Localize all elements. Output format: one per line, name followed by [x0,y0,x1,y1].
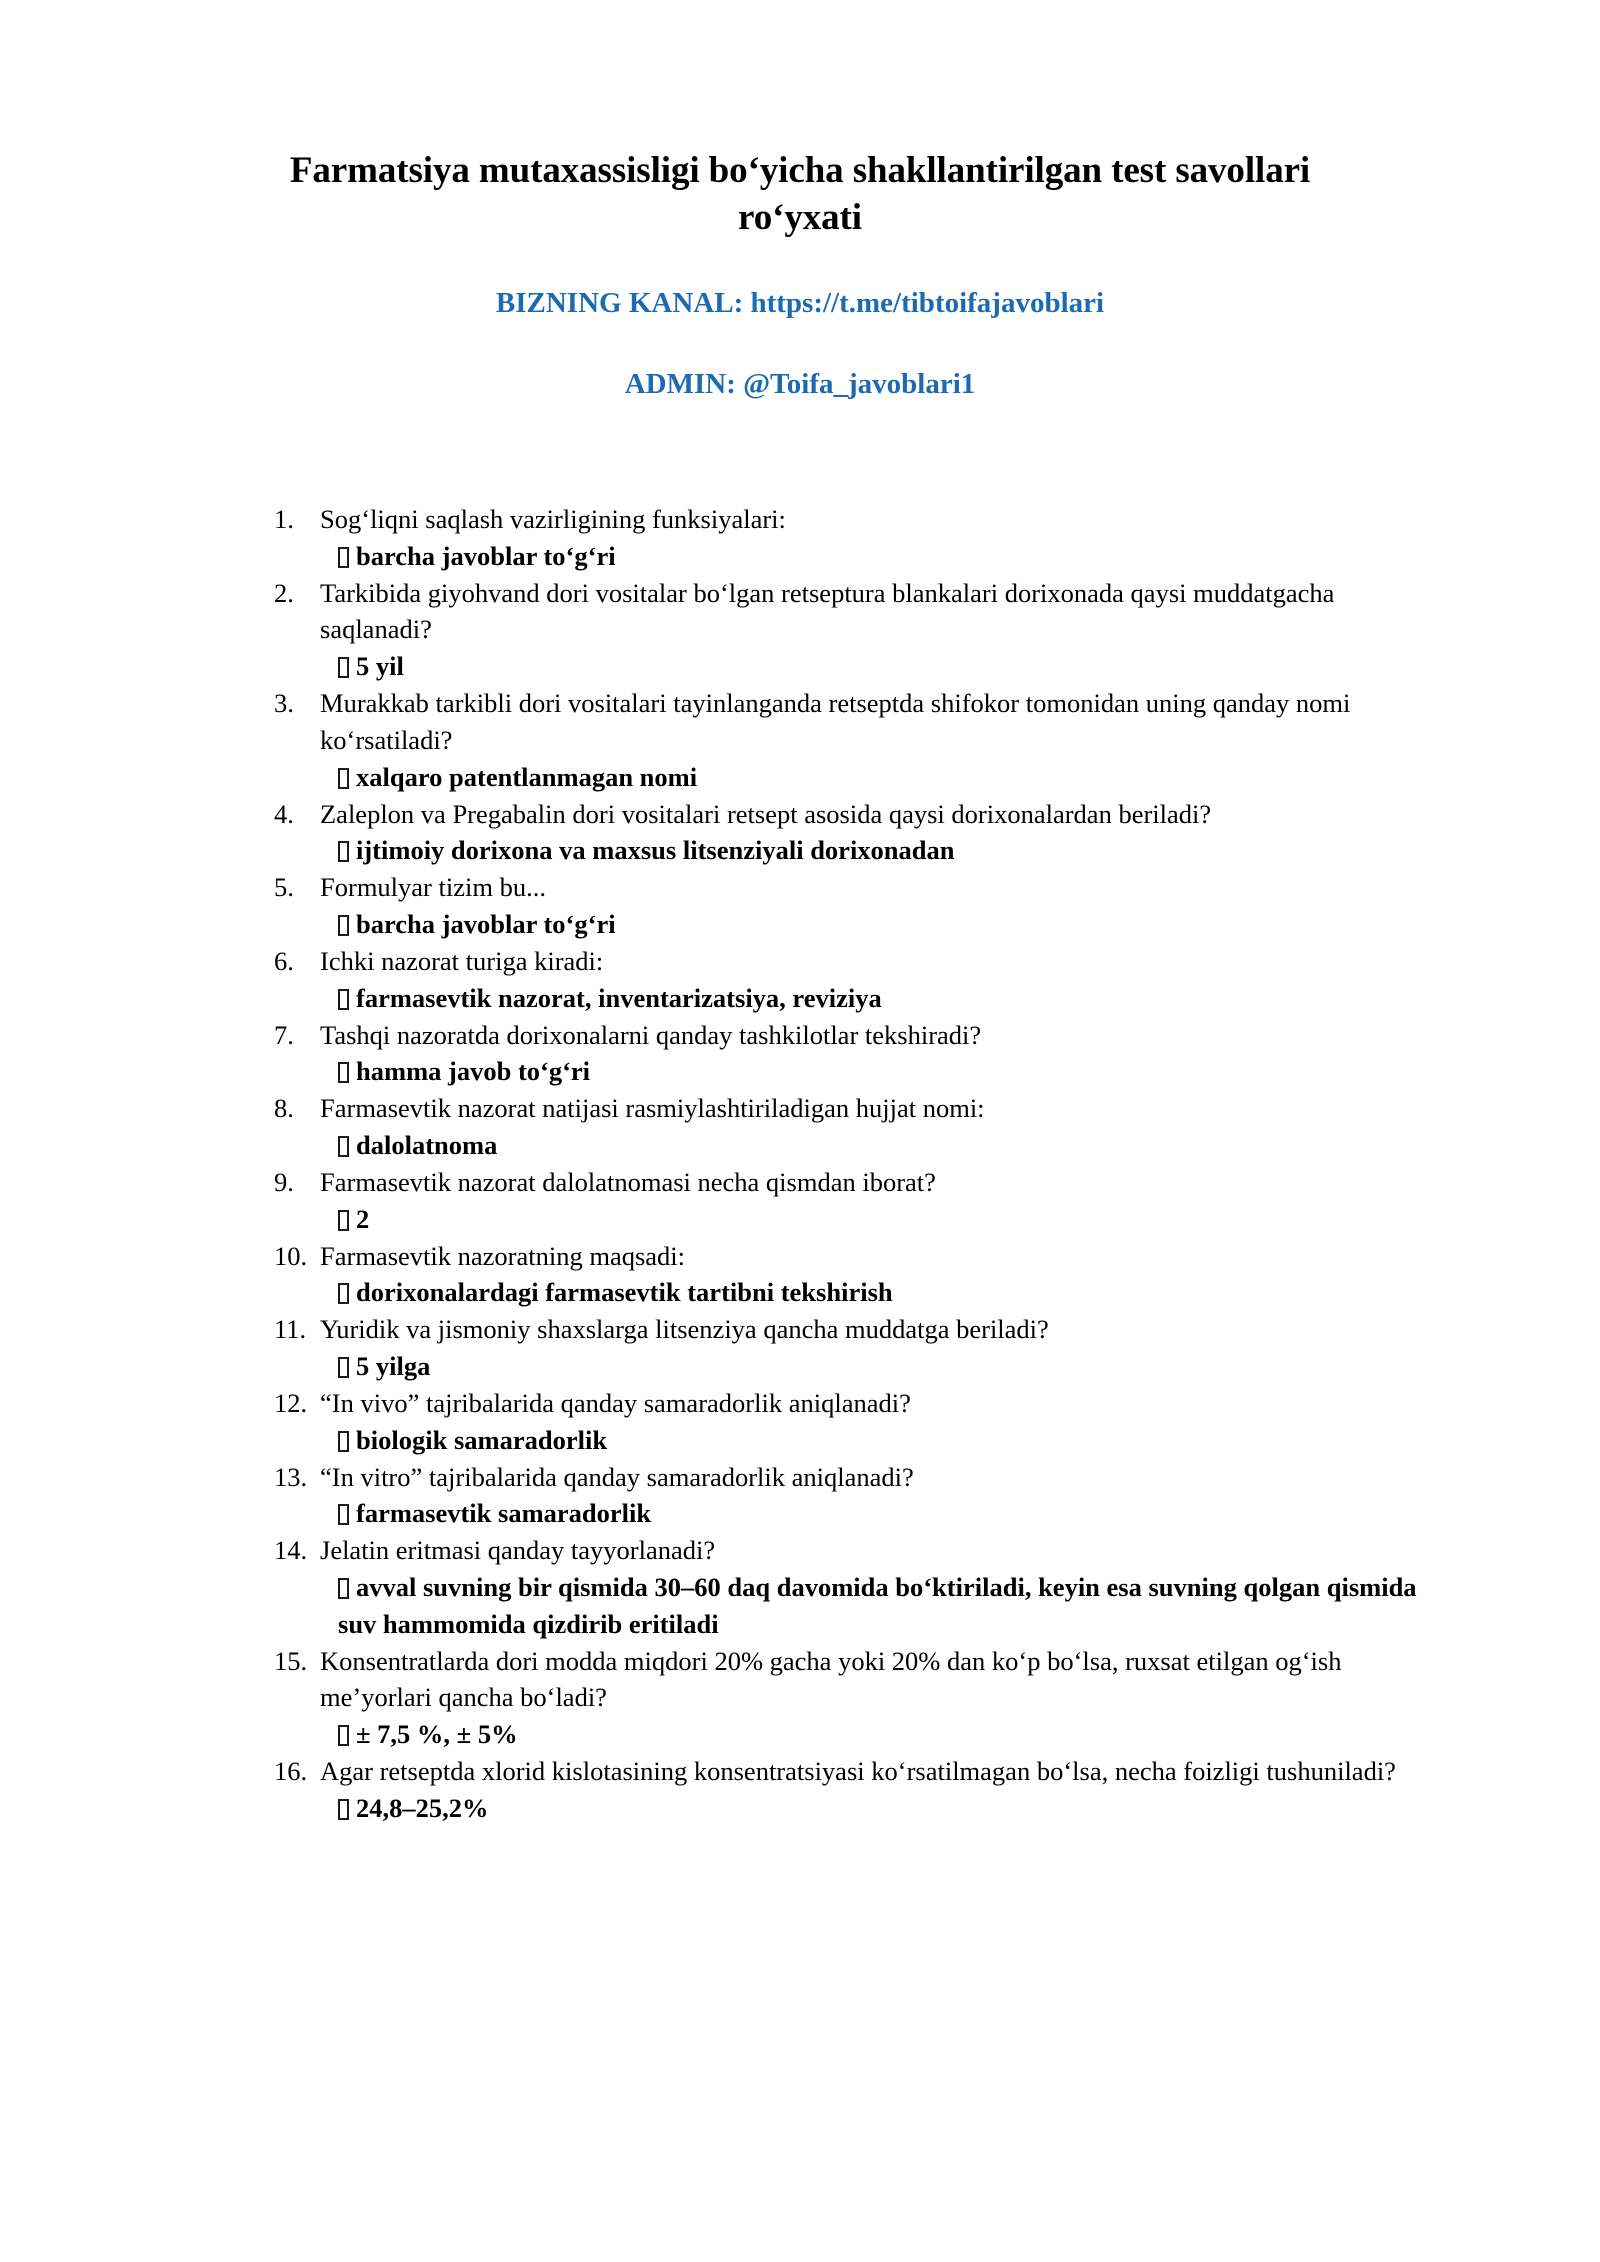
question-text: Jelatin eritmasi qanday tayyorlanadi? [320,1535,716,1566]
question-text: “In vitro” tajribalarida qanday samaradorlik aniqlanadi? [320,1461,914,1492]
answer-label: avval suvning bir qismida 30–60 daq davomida bo‘ktiriladi, keyin esa suvning qolgan qismida suv hammomida qizdirib eritiladi [338,1571,1417,1639]
question-item [274,1090,1440,1164]
question-item [274,1017,1440,1091]
answer-text [320,832,1440,869]
answer-marker-box-icon [338,989,349,1010]
question-text: Agar retseptda xlorid kislotasining konsentratsiyasi ko‘rsatilmagan bo‘lsa, necha foizligi tushuniladi? [320,1756,1396,1787]
answer-text [320,1716,1440,1753]
answer-marker-box-icon [338,1578,349,1599]
answer-marker-box-icon [338,1504,349,1525]
answer-text [320,759,1440,796]
question-item [274,943,1440,1017]
answer-text [320,1201,1440,1238]
answer-label: farmasevtik samaradorlik [356,1498,652,1529]
question-item [274,1238,1440,1312]
question-item [274,869,1440,943]
question-text: Konsentratlarda dori modda miqdori 20% gacha yoki 20% dan ko‘p bo‘lsa, ruxsat etilgan og‘ish me’yorlari qancha bo‘ladi? [320,1645,1342,1713]
answer-label: 24,8–25,2% [356,1792,489,1823]
question-answer-list [0,401,1600,1827]
answer-label: xalqaro patentlanmagan nomi [356,761,698,792]
question-item [274,1164,1440,1238]
question-item [274,796,1440,870]
question-text: Farmasevtik nazorat dalolatnomasi necha qismdan iborat? [320,1166,936,1197]
answer-label: dalolatnoma [356,1130,498,1161]
answer-label: farmasevtik nazorat, inventarizatsiya, reviziya [356,982,882,1013]
answer-text [320,1274,1440,1311]
answer-text [320,1422,1440,1459]
answer-text [320,538,1440,575]
answer-text [320,1348,1440,1385]
admin-contact-line[interactable]: ADMIN: @Toifa_javoblari1 [624,367,976,400]
answer-label: hamma javob to‘g‘ri [356,1056,591,1087]
question-text: Farmasevtik nazorat natijasi rasmiylashtiriladigan hujjat nomi: [320,1093,985,1124]
answer-marker-box-icon [338,547,349,568]
answer-marker-box-icon [338,1136,349,1157]
question-text: Farmasevtik nazoratning maqsadi: [320,1240,686,1271]
answer-label: biologik samaradorlik [356,1424,608,1455]
answer-text [320,1053,1440,1090]
question-text: Tarkibida giyohvand dori vositalar bo‘lgan retseptura blankalari dorixonada qaysi muddatgacha saqlanadi? [320,577,1335,645]
page-title: Farmatsiya mutaxassisligi bo‘yicha shakllantirilgan test savollari ro‘yxati [289,150,1311,238]
question-item [274,1753,1440,1827]
answer-marker-box-icon [338,657,349,678]
answer-text [320,980,1440,1017]
answer-label: 2 [356,1203,370,1234]
question-item [274,501,1440,575]
answer-marker-box-icon [338,768,349,789]
answer-marker-box-icon [338,1431,349,1452]
channel-link-line[interactable]: BIZNING KANAL: https://t.me/tibtoifajavoblari [495,286,1105,319]
answer-label: 5 yilga [356,1351,431,1382]
answer-label: dorixonalardagi farmasevtik tartibni tekshirish [356,1277,893,1308]
question-item [274,1532,1440,1642]
answer-marker-box-icon [338,1725,349,1746]
answer-text [320,1790,1440,1827]
question-item [274,1459,1440,1533]
question-item [274,1385,1440,1459]
answer-marker-box-icon [338,1357,349,1378]
answer-label: 5 yil [356,651,404,682]
question-item [274,1643,1440,1753]
question-item [274,685,1440,795]
answer-label: barcha javoblar to‘g‘ri [356,540,616,571]
answer-marker-box-icon [338,1062,349,1083]
answer-text [320,648,1440,685]
answer-text [320,1495,1440,1532]
question-text: Yuridik va jismoniy shaxslarga litsenziya qancha muddatga beriladi? [320,1314,1049,1345]
answer-text [320,1127,1440,1164]
question-text: Ichki nazorat turiga kiradi: [320,945,604,976]
question-text: Zaleplon va Pregabalin dori vositalari retsept asosida qaysi dorixonalardan beriladi? [320,798,1212,829]
answer-text [320,906,1440,943]
answer-label: barcha javoblar to‘g‘ri [356,909,616,940]
answer-label: ijtimoiy dorixona va maxsus litsenziyali dorixonadan [356,835,955,866]
question-text: Formulyar tizim bu... [320,872,546,903]
answer-marker-box-icon [338,915,349,936]
answer-label: ± 7,5 %, ± 5% [356,1719,518,1750]
question-text: Murakkab tarkibli dori vositalari tayinlanganda retseptda shifokor tomonidan uning qanday nomi ko‘rsatiladi? [320,688,1351,755]
question-item [274,1311,1440,1385]
answer-marker-box-icon [338,1210,349,1231]
question-text: “In vivo” tajribalarida qanday samaradorlik aniqlanadi? [320,1387,911,1418]
answer-marker-box-icon [338,1283,349,1304]
question-item [274,575,1440,685]
answer-marker-box-icon [338,1799,349,1820]
answer-marker-box-icon [338,841,349,862]
question-text: Sog‘liqni saqlash vazirligining funksiyalari: [320,503,786,534]
answer-text [320,1569,1440,1643]
question-text: Tashqi nazoratda dorixonalarni qanday tashkilotlar tekshiradi? [320,1019,982,1050]
